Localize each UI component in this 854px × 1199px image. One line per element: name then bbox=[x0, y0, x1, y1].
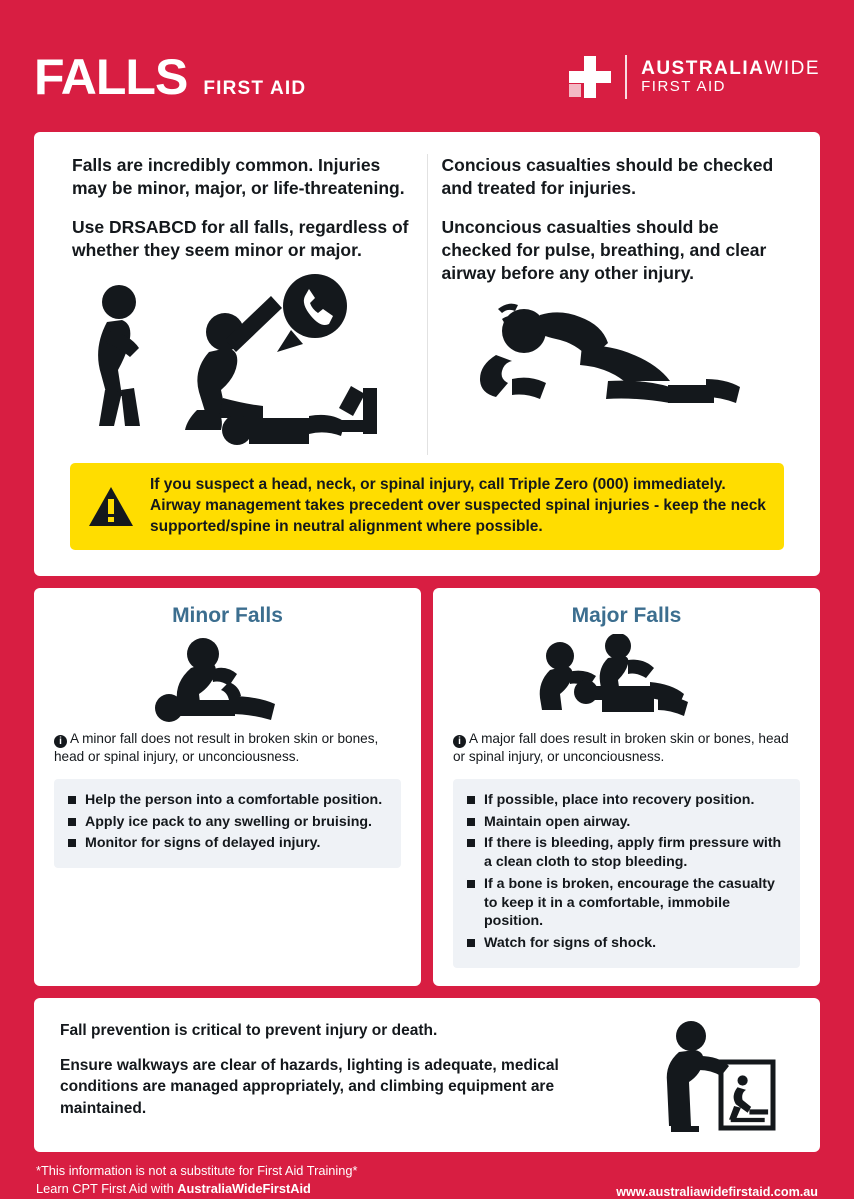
header bbox=[34, 0, 820, 132]
intro-right-para1: Concious casualties should be checked and treated for injuries. bbox=[441, 155, 774, 199]
footer-line1: *This information is not a substitute for First Aid Training* bbox=[36, 1162, 358, 1178]
major-falls-title: Major Falls bbox=[571, 604, 682, 628]
brand-line2: FIRST AID bbox=[641, 78, 727, 96]
prevention-para2: Ensure walkways are clear of hazards, lighting is adequate, medical conditions are managed appropriately, and climbing equipment are maintained. bbox=[60, 1057, 559, 1117]
brand-text bbox=[641, 58, 820, 96]
intro-left-para2: Use DRSABCD for all falls, regardless of whether they seem minor or major. bbox=[72, 217, 409, 261]
prevention-para1: Fall prevention is critical to prevent injury or death. bbox=[60, 1021, 438, 1039]
page-subtitle: FIRST AID bbox=[203, 78, 307, 99]
minor-falls-note-text: A minor fall does not result in broken skin or bones, head or spinal injury, or unconciousness. bbox=[54, 731, 379, 765]
cross-logo-icon bbox=[569, 56, 611, 98]
footer-line2 bbox=[36, 1180, 357, 1199]
minor-falls-card bbox=[34, 588, 421, 986]
list-item: Help the person into a comfortable position. bbox=[68, 791, 387, 810]
list-item: Monitor for signs of delayed injury. bbox=[68, 834, 387, 853]
major-falls-note-text: A major fall does result in broken skin or bones, head or spinal injury, or unconciousness. bbox=[453, 731, 789, 765]
intro-right-figure bbox=[442, 293, 783, 418]
major-falls-list-box bbox=[453, 779, 800, 968]
falls-types-section bbox=[34, 588, 820, 986]
brand-line1-light: WIDE bbox=[764, 57, 820, 79]
intro-columns bbox=[58, 154, 796, 455]
intro-right-column bbox=[428, 154, 797, 455]
list-item: Watch for signs of shock. bbox=[467, 934, 786, 953]
list-item: If a bone is broken, encourage the casualty to keep it in a comfortable, immobile position. bbox=[467, 875, 786, 931]
brand-line1-bold: AUSTRALIA bbox=[641, 57, 765, 79]
minor-falls-list bbox=[68, 791, 387, 853]
list-item: If possible, place into recovery position. bbox=[467, 791, 786, 810]
intro-left-figure bbox=[72, 270, 413, 455]
intro-card bbox=[34, 132, 820, 576]
minor-falls-figure bbox=[54, 634, 401, 722]
warning-triangle-icon bbox=[88, 486, 134, 528]
major-falls-figure bbox=[453, 634, 800, 722]
brand-divider bbox=[625, 55, 627, 99]
list-item: Apply ice pack to any swelling or bruising. bbox=[68, 813, 387, 832]
header-title-group bbox=[34, 49, 307, 105]
info-icon: i bbox=[54, 735, 67, 748]
list-item: Maintain open airway. bbox=[467, 813, 786, 832]
footer-line2-bold: AustraliaWideFirstAid bbox=[177, 1181, 311, 1197]
minor-falls-list-box bbox=[54, 779, 401, 868]
intro-left-para1: Falls are incredibly common. Injuries may be minor, major, or life-threatening. bbox=[72, 155, 405, 199]
prevention-card bbox=[34, 998, 820, 1152]
intro-right-para2: Unconcious casualties should be checked for pulse, breathing, and clear airway before any other injury. bbox=[441, 217, 767, 284]
footer-disclaimer bbox=[36, 1162, 357, 1199]
list-item: If there is bleeding, apply firm pressure with a clean cloth to stop bleeding. bbox=[467, 834, 786, 871]
warning-banner bbox=[70, 463, 784, 550]
minor-falls-note bbox=[54, 730, 401, 767]
major-falls-list bbox=[467, 791, 786, 953]
intro-left-column bbox=[58, 154, 428, 455]
page-title: FALLS bbox=[34, 49, 188, 105]
info-icon: i bbox=[453, 735, 466, 748]
footer-website[interactable]: www.australiawidefirstaid.com.au bbox=[616, 1184, 818, 1199]
prevention-text bbox=[60, 1020, 634, 1120]
footer-line2-prefix: Learn CPT First Aid with bbox=[36, 1181, 178, 1197]
major-falls-card bbox=[433, 588, 820, 986]
prevention-figure bbox=[644, 1020, 794, 1132]
warning-text: If you suspect a head, neck, or spinal injury, call Triple Zero (000) immediately. Airway management takes precedent over suspected spinal injuries - keep the neck supported/spine in neutral alignment where possible. bbox=[150, 476, 766, 536]
footer bbox=[34, 1152, 820, 1199]
brand-logo bbox=[569, 55, 820, 99]
minor-falls-title: Minor Falls bbox=[172, 604, 283, 628]
major-falls-note bbox=[453, 730, 800, 767]
